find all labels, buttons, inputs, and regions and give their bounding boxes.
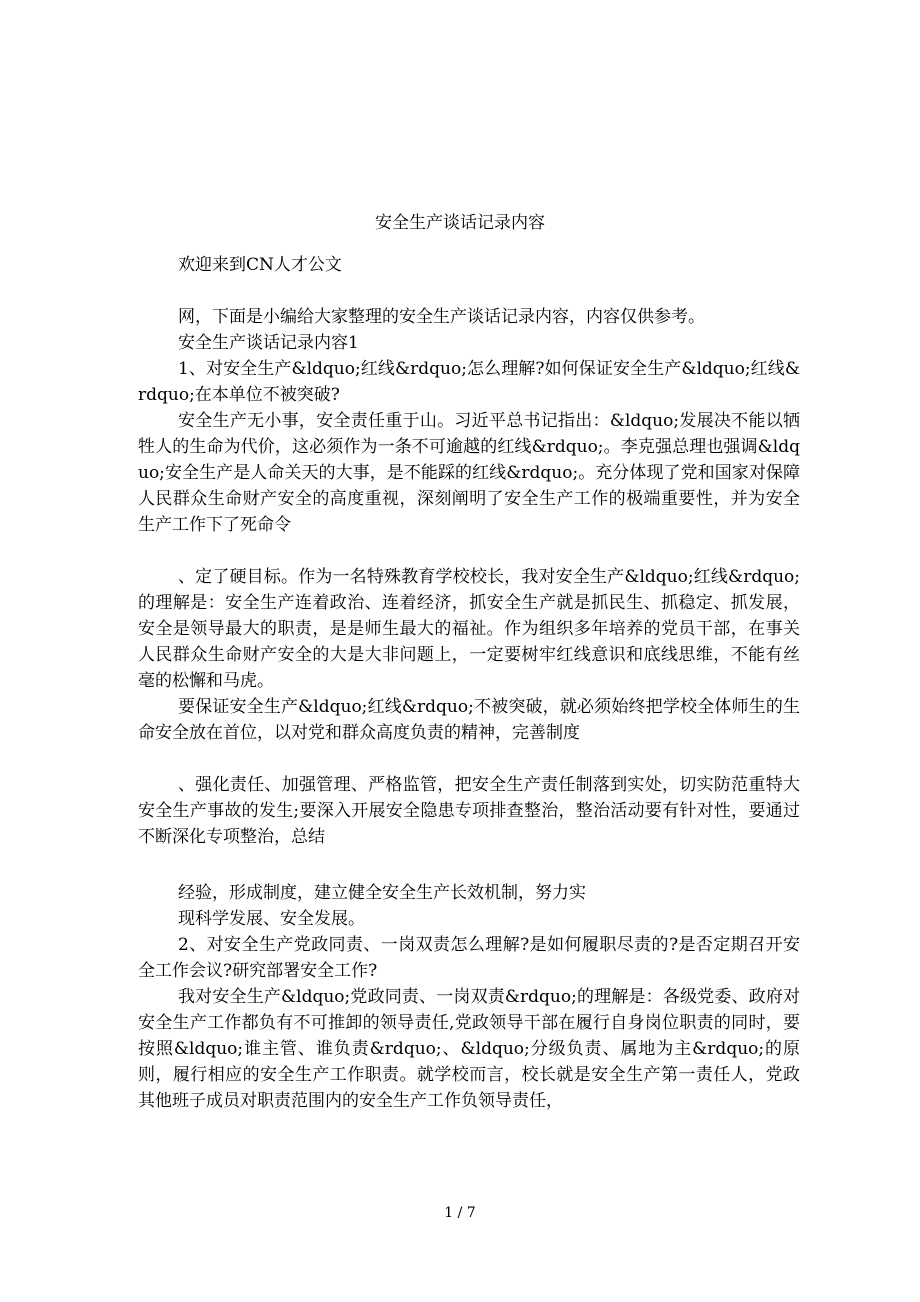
paragraph-answer-1e: 经验，形成制度，建立健全安全生产长效机制，努力实 xyxy=(178,883,586,903)
document-body xyxy=(138,252,800,1114)
document-title: 安全生产谈话记录内容 xyxy=(375,213,545,233)
paragraph-answer-1a: 安全生产无小事，安全责任重于山。习近平总书记指出：&ldquo;发展决不能以牺牲人的生命为代价，这必须作为一条不可逾越的红线&rdquo;。李克强总理也强调&ldquo;安全生产是人命关天的大事，是不能踩的红线&rdquo;。充分体现了党和国家对保障人民群众生命财产安全的高度重视，深刻阐明了安全生产工作的极端重要性，并为安全生产工作下了死命令 xyxy=(138,411,800,535)
paragraph-answer-1b: 、定了硬目标。作为一名特殊教育学校校长，我对安全生产&ldquo;红线&rdquo;的理解是：安全生产连着政治、连着经济，抓安全生产就是抓民生、抓稳定、抓发展，安全是领导最大的职责，是是师生最大的福祉。作为组织多年培养的党员干部，在事关人民群众生命财产安全的大是大非问题上，一定要树牢红线意识和底线思维，不能有丝毫的松懈和马虎。 xyxy=(138,567,800,691)
paragraph-section-heading: 安全生产谈话记录内容1 xyxy=(178,333,359,353)
paragraph-answer-1d: 、强化责任、加强管理、严格监管，把安全生产责任制落到实处，切实防范重特大安全生产事故的发生;要深入开展安全隐患专项排查整治，整治活动要有针对性，要通过不断深化专项整治，总结 xyxy=(138,775,800,847)
paragraph-answer-1c: 要保证安全生产&ldquo;红线&rdquo;不被突破，就必须始终把学校全体师生的生命安全放在首位，以对党和群众高度负责的精神，完善制度 xyxy=(138,697,800,743)
paragraph-intro: 网，下面是小编给大家整理的安全生产谈话记录内容，内容仅供参考。 xyxy=(178,307,705,327)
paragraph-question-1: 1、对安全生产&ldquo;红线&rdquo;怎么理解?如何保证安全生产&ldquo;红线&rdquo;在本单位不被突破? xyxy=(138,359,800,405)
paragraph-question-2: 2、对安全生产党政同责、一岗双责怎么理解?是如何履职尽责的?是否定期召开安全工作会议?研究部署安全工作? xyxy=(138,935,800,981)
paragraph-welcome: 欢迎来到CN人才公文 xyxy=(178,255,342,275)
page-number: 1 / 7 xyxy=(444,1205,476,1221)
paragraph-answer-2: 我对安全生产&ldquo;党政同责、一岗双责&rdquo;的理解是：各级党委、政府对安全生产工作都负有不可推卸的领导责任,党政领导干部在履行自身岗位职责的同时，要按照&ldquo;谁主管、谁负责&rdquo;、&ldquo;分级负责、属地为主&rdquo;的原则，履行相应的安全生产工作职责。就学校而言，校长就是安全生产第一责任人，党政其他班子成员对职责范围内的安全生产工作负领导责任， xyxy=(138,987,800,1111)
paragraph-answer-1f: 现科学发展、安全发展。 xyxy=(178,909,365,929)
